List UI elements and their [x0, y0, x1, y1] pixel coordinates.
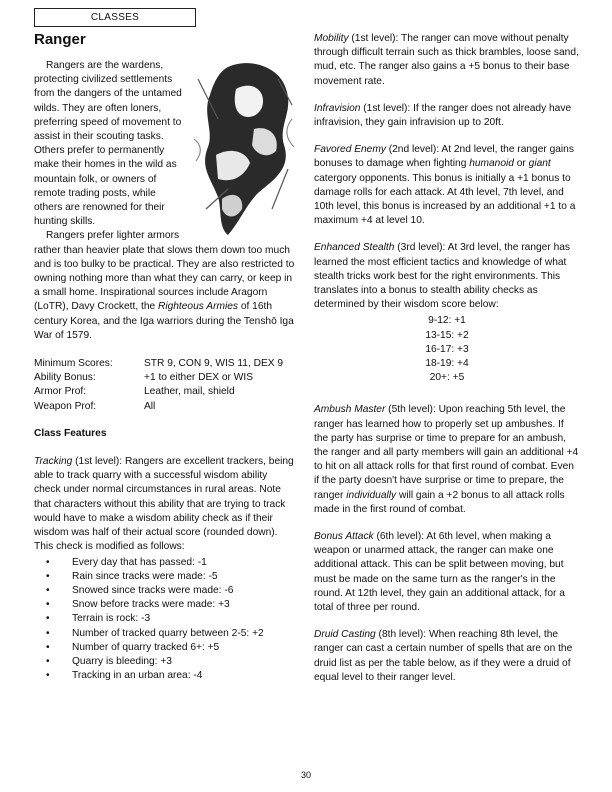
intro-p2-text-a: Rangers prefer lighter armors rather than heavier plate that slows them down too much and is too bulky to be practical. They are also restricted to owning nothing more than what they can carry, or keep in a small home. Inspirational sources include Aragorn (LoTR), Davy Crockett, the: [34, 230, 295, 313]
ranger-illustration: [188, 59, 300, 241]
feature-text: At 6th level, when making a weapon or unarmed attack, the ranger can make one additional attack. This can be split between moving, but must be made on the same turn as the ranger's in the round. At 12th level, they gain an additional attack, for a total of three per round.: [314, 531, 565, 614]
feature-text: catergory opponents. This bonus is initially a +1 bonus to damage rolls for each attack. At 4th level, 7th level, and 10th level, this bonus is increased by an additional +1 to a maximum +4 at level 10.: [314, 172, 576, 227]
feature-infravision: [314, 102, 580, 130]
feature-level: (1st level):: [72, 456, 125, 468]
class-features-heading: Class Features: [34, 427, 107, 439]
stat-label: Minimum Scores:: [34, 358, 113, 370]
feature-level: (3rd level):: [394, 242, 448, 254]
feature-bonus-attack: [314, 530, 580, 615]
list-item: • Quarry is bleeding: +3: [34, 655, 296, 669]
list-item: • Number of tracked quarry between 2-5: +2: [34, 627, 296, 641]
feature-italic: giant: [528, 158, 551, 170]
feature-name: Favored Enemy: [314, 144, 386, 156]
stealth-bonus-table: [314, 314, 580, 385]
intro-p2-text-c: of 16th century Korea, and the Iga warriors during the Tenshō Iga War of 1579.: [34, 301, 294, 341]
feature-level: (6th level):: [373, 531, 427, 543]
intro-paragraph-1: Rangers are the wardens, protecting civilized settlements from the dangers of the untamed wilds. They are often loners, preferring speed of movement to assist in their scouting tasks. Others prefer to permanently make their homes in the wild as mountain folk, or owners of remote trading posts, while others are renowned for their hunting skills.: [34, 60, 182, 228]
feature-text: The ranger can move without penalty through difficult terrain such as thick brambles, loose sand, mud, etc. The ranger also gains a +5 bonus to their base movement rate.: [314, 33, 579, 87]
feature-text: When reaching 8th level, the ranger can cast a certain number of spells that are on the druid list as per the table below, as if they were a druid of equal level to their ranger level.: [314, 629, 573, 683]
feature-favored-enemy: [314, 143, 580, 228]
feature-level: (5th level):: [385, 404, 439, 416]
list-item: • Snow before tracks were made: +3: [34, 598, 296, 612]
stat-value: Leather, mail, shield: [144, 386, 235, 398]
page-number: 30: [300, 770, 311, 780]
list-item: • Every day that has passed: -1: [34, 556, 296, 570]
stat-label: Weapon Prof:: [34, 400, 97, 412]
feature-text: will gain a +2 bonus to all attack rolls made in the first round of combat.: [314, 489, 565, 515]
feature-level: (8th level):: [375, 629, 429, 641]
feature-level: (1st level):: [348, 33, 402, 44]
stat-label: Armor Prof:: [34, 386, 87, 398]
left-column: [34, 8, 296, 683]
list-item: • Tracking in an urban area: -4: [34, 669, 296, 683]
stat-value: STR 9, CON 9, WIS 11, DEX 9: [144, 358, 284, 370]
feature-level: (2nd level):: [385, 144, 442, 156]
class-stats-table: [34, 357, 296, 414]
feature-name: Infravision: [314, 102, 361, 114]
stealth-row: 13-15: +2: [425, 329, 469, 341]
stat-value: All: [144, 400, 156, 412]
feature-druid-casting: [314, 628, 580, 685]
tracking-modifiers-list: [34, 556, 296, 684]
feature-mobility: [314, 32, 580, 89]
stealth-row: 9-12: +1: [428, 315, 466, 327]
feature-name: Ambush Master: [314, 404, 386, 416]
stealth-row: 18-19: +4: [425, 358, 469, 370]
feature-name: Tracking: [34, 456, 73, 468]
feature-text: or: [513, 158, 529, 170]
feature-text: At 3rd level, the ranger has learned the most efficient tactics and knowledge of what stealth tricks work best for the right environments. This translates into a bonus to stealth ability checks as determined by their wisdom score below:: [314, 242, 570, 311]
feature-name: Enhanced Stealth: [314, 242, 395, 254]
intro-paragraph-2: [34, 229, 296, 343]
feature-text: Upon reaching 5th level, the ranger has learned how to properly set up ambushes. If the party has surprise or time to prepare for an ambush, the ranger and all party members will gain an additional +4 to hit on all attack rolls for that first round of combat. Even if the party doesn't have surprise or time to prepare, the ranger: [314, 404, 579, 501]
list-item: • Number of quarry tracked 6+: +5: [34, 641, 296, 655]
intro-p2-italic: Righteous Armies: [157, 301, 239, 313]
stat-value: +1 to either DEX or WIS: [144, 372, 253, 384]
feature-italic: humanoid: [469, 158, 514, 170]
stealth-row: 20+: +5: [429, 372, 465, 384]
feature-italic: individually: [346, 489, 397, 501]
page-title: Ranger: [34, 31, 86, 48]
feature-tracking: [34, 455, 296, 683]
feature-text: At 2nd level, the ranger gains bonuses to damage when fighting: [314, 144, 574, 170]
feature-text: Rangers are excellent trackers, being able to track quarry with a successful wisdom ability check under normal circumstances in rural areas. Note that characters without this ability that are trying to track would have to make a wisdom ability check as if their wisdom was half of their actual score (rounded down). This check is modified as follows:: [34, 456, 294, 553]
feature-ambush-master: [314, 403, 580, 517]
right-column: [314, 32, 580, 698]
feature-enhanced-stealth: [314, 241, 580, 385]
stat-label: Ability Bonus:: [34, 372, 96, 384]
feature-name: Bonus Attack: [314, 531, 374, 543]
list-item: • Rain since tracks were made: -5: [34, 570, 296, 584]
list-item: • Terrain is rock: -3: [34, 612, 296, 626]
feature-name: Mobility: [314, 33, 349, 44]
list-item: • Snowed since tracks were made: -6: [34, 584, 296, 598]
feature-text: If the ranger does not already have infravision, they gain infravision up to 20ft.: [314, 102, 572, 129]
section-header: CLASSES: [34, 8, 196, 27]
stealth-row: 16-17: +3: [425, 343, 469, 355]
feature-name: Druid Casting: [314, 629, 376, 641]
feature-level: (1st level):: [360, 102, 414, 114]
